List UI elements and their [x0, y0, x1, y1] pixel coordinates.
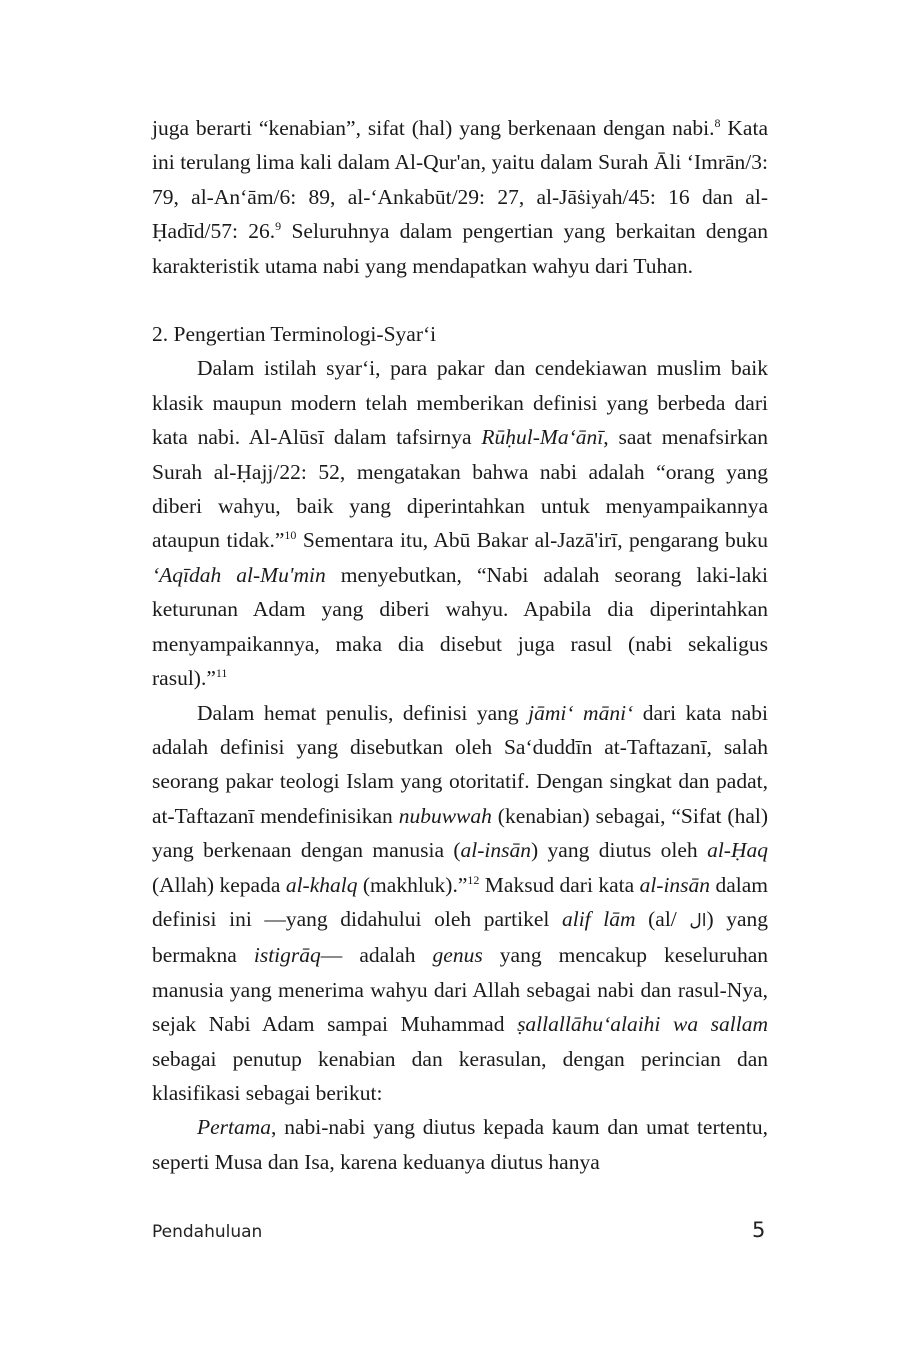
body-text — [152, 111, 768, 1179]
footnote-ref-10[interactable]: 10 — [284, 528, 297, 543]
paragraph-4 — [152, 1110, 768, 1179]
text-span: (makhluk).” — [357, 872, 468, 897]
footnote-ref-12[interactable]: 12 — [467, 872, 480, 887]
footnote-ref-8[interactable]: 8 — [714, 115, 721, 130]
text-span: ) yang diutus oleh — [531, 838, 708, 863]
italic-term: jāmi‘ māni‘ — [528, 700, 634, 725]
text-span: Dalam istilah syar‘i, para pakar dan cendekiawan muslim baik klasik maupun modern telah memberikan definisi yang berbeda dari kata nabi. Al-Alūsī dalam tafsirnya — [152, 356, 768, 450]
text-span: juga berarti “kenabian”, sifat (hal) yang berkenaan dengan nabi. — [152, 116, 715, 140]
text-span: , saat menafsirkan Surah al-Ḥajj/22: 52, mengatakan bahwa nabi adalah “orang yang diberi wahyu, baik yang diperintahkan untuk menyampaikannya ataupun tidak.” — [152, 425, 769, 553]
italic-term: alif lām — [561, 906, 636, 931]
text-span: dari kata nabi adalah definisi yang disebutkan oleh Sa‘duddīn at-Taftazanī, salah seorang pakar teologi Islam yang otoritatif. Dengan singkat dan padat, at-Taftazanī mendefinisikan — [152, 700, 768, 828]
italic-term: Rūḥul-Ma‘ānī — [481, 425, 604, 450]
italic-term: al-Ḥaq — [707, 838, 768, 863]
text-span: (al/ — [635, 906, 690, 931]
running-footer-section: Pendahuluan — [152, 1222, 263, 1242]
text-span: menyebutkan, “Nabi adalah seorang laki-laki keturunan Adam yang diberi wahyu. Apabila dia diperintahkan menyampaikannya, maka dia disebut juga rasul (nabi sekaligus rasul).” — [152, 562, 768, 691]
arabic-text: ال — [689, 910, 707, 931]
text-span: Sementara itu, Abū Bakar al-Jazā'irī, pengarang buku — [296, 528, 769, 553]
italic-term: ‘Aqīdah al-Mu'min — [152, 562, 326, 587]
text-span: Maksud dari kata — [479, 872, 640, 897]
page-number: 5 — [752, 1218, 766, 1242]
text-span: , nabi-nabi yang diutus kepada kaum dan umat tertentu, seperti Musa dan Isa, karena keduanya diutus hanya — [152, 1115, 768, 1174]
paragraph-gap — [152, 283, 768, 317]
paragraph-2 — [152, 351, 768, 695]
footnote-ref-9[interactable]: 9 — [275, 219, 282, 234]
text-span: (Allah) kepada — [152, 872, 286, 897]
italic-term: nubuwwah — [398, 803, 492, 828]
italic-term: al-insān — [639, 872, 711, 897]
italic-term: Pertama — [197, 1115, 272, 1140]
text-span: Dalam hemat penulis, definisi yang — [197, 700, 529, 725]
section-heading: 2. Pengertian Terminologi-Syar‘i — [152, 322, 437, 347]
text-span: yang mencakup keseluruhan manusia yang menerima wahyu dari Allah sebagai nabi dan rasul-Nya, sejak Nabi Adam sampai Muhammad — [152, 943, 768, 1037]
italic-term: genus — [432, 943, 483, 968]
text-span: (kenabian) sebagai, “Sifat (hal) yang berkenaan dengan manusia ( — [152, 803, 769, 863]
italic-term: al-khalq — [285, 872, 358, 897]
italic-term: ṣallallāhu‘alaihi wa sallam — [517, 1012, 769, 1037]
text-span: sebagai penutup kenabian dan kerasulan, dengan perincian dan klasifikasi sebagai berikut: — [152, 1046, 768, 1105]
italic-term: al-insān — [460, 838, 532, 863]
text-span: ) yang bermakna — [152, 906, 769, 968]
paragraph-1 — [152, 111, 768, 283]
italic-term: istigrāq — [253, 943, 321, 968]
paragraph-3 — [152, 696, 768, 1111]
text-span: dalam definisi ini —yang didahului oleh partikel — [152, 872, 768, 931]
text-span: Kata ini terulang lima kali dalam Al-Qur'an, yaitu dalam Surah Āli ‘Imrān/3: 79, al-An‘ām/6: 89, al-‘Ankabūt/29: 27, al-Jāṡiyah/45: 16 dan al-Ḥadīd/57: 26. — [152, 116, 768, 244]
footnote-ref-11[interactable]: 11 — [215, 665, 228, 680]
text-span: Seluruhnya dalam pengertian yang berkaitan dengan karakteristik utama nabi yang mendapatkan wahyu dari Tuhan. — [152, 219, 768, 278]
text-span: — adalah — [320, 943, 433, 968]
